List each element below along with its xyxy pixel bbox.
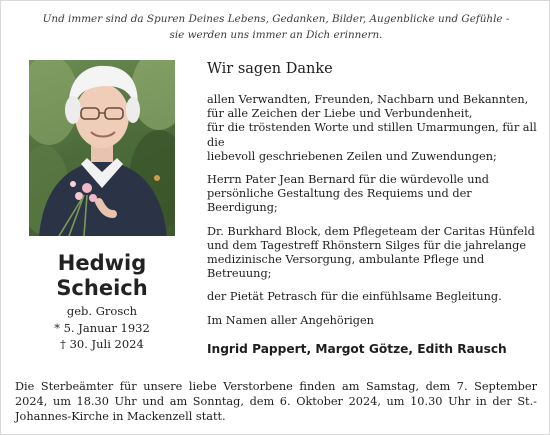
thanks-line: der Pietät Petrasch für die einfühlsame Begleitung. [207,290,502,304]
thanks-line: Herrn Pater Jean Bernard für die würdevolle und [207,173,489,187]
motto-line-1: Und immer sind da Spuren Deines Lebens, Gedanken, Bilder, Augenblicke und Gefühle - [42,13,510,25]
last-name: Scheich [56,276,148,300]
portrait-photo [29,60,175,236]
death-date: † 30. Juli 2024 [60,337,144,351]
thanks-line: persönliche Gestaltung des Requiems und der Beerdigung; [207,187,472,215]
thanks-line: und dem Tagestreff Rhönstern Silges für die jahrelange [207,238,527,252]
motto [1,11,550,43]
thanks-line: für alle Zeichen der Liebe und Verbundenheit, [207,107,473,121]
portrait-illustration [29,60,175,236]
thanks-line: allen Verwandten, Freunden, Nachbarn und Bekannten, [207,93,529,106]
thanks-line: medizinische Versorgung, ambulante Pflege und Betreuung; [207,253,485,281]
signatories: Ingrid Pappert, Margot Götze, Edith Rausch [207,341,507,356]
birth-date: * 5. Januar 1932 [54,320,150,335]
thanks-paragraph [207,225,537,282]
service-notice: Die Sterbeämter für unsere liebe Verstorbene finden am Samstag, dem 7. September 2024, um 18.30 Uhr und am Sonntag, dem 6. Oktober 2024, um 10.30 Uhr in der St.-Johannes-Kirche in Mackenzell statt. [15,380,537,423]
thanks-paragraph [207,173,537,216]
thanks-heading: Wir sagen Danke [207,61,333,77]
motto-line-2: sie werden uns immer an Dich erinnern. [169,29,383,41]
thanks-line: liebevoll geschriebenen Zeilen und Zuwendungen; [207,149,497,163]
thanks-line: Dr. Burkhard Block, dem Pflegeteam der Caritas Hünfeld [207,224,535,238]
birth-name: geb. Grosch [66,304,138,318]
life-dates [29,303,175,353]
first-name: Hedwig [57,251,147,275]
deceased-name [29,251,175,301]
thanks-line: für die tröstenden Worte und stillen Umarmungen, für all die [207,121,537,149]
closing-line: Im Namen aller Angehörigen [207,313,374,327]
thanks-section [207,60,537,356]
thanks-paragraph [207,93,537,164]
thanks-paragraph [207,290,537,304]
